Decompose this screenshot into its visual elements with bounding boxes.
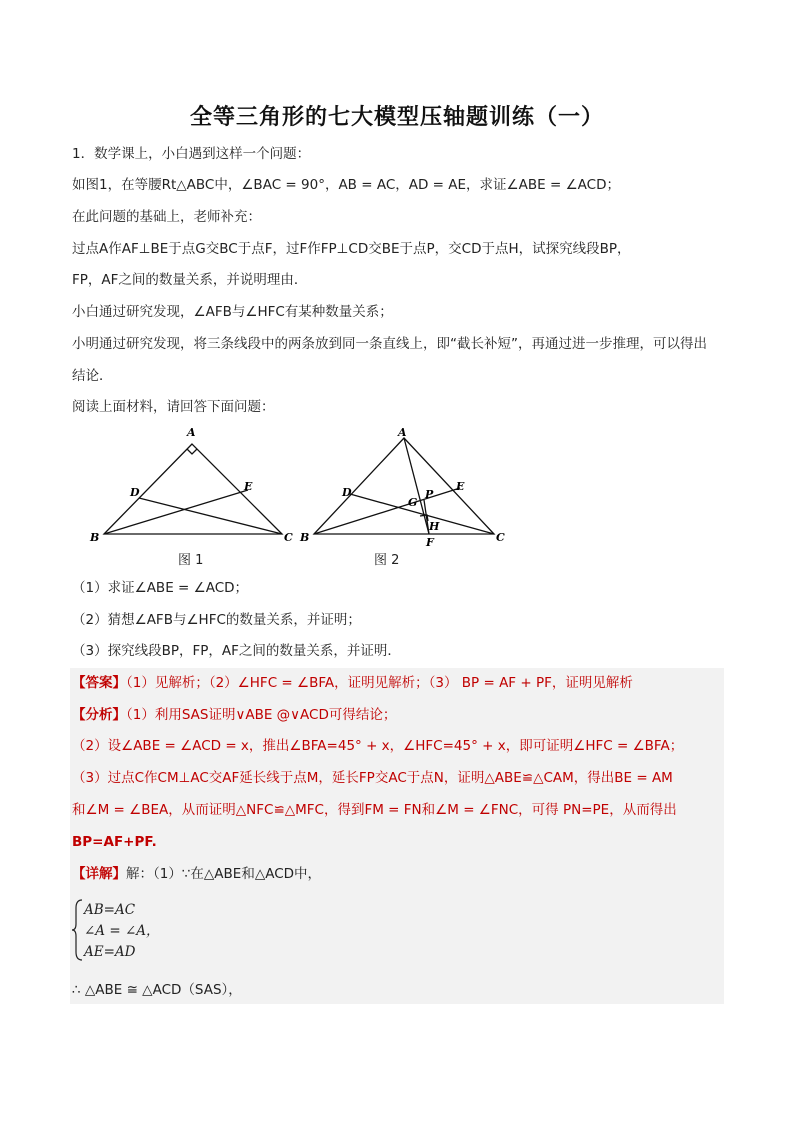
subquestion-2: （2）猜想∠AFB与∠HFC的数量关系，并证明； — [72, 612, 361, 628]
question-line-3: 在此问题的基础上，老师补充： — [72, 209, 261, 225]
system-line-2: ∠A = ∠A， — [84, 923, 160, 939]
detail-text-1: 解：（1）∵在△ABE和△ACD中， — [126, 866, 322, 882]
fig2-label-F: F — [426, 536, 434, 549]
detail-conclusion: ∴ △ABE ≅ △ACD（SAS）， — [72, 982, 242, 998]
answer-tag: 【答案】 — [72, 675, 126, 691]
analysis-tag: 【分析】 — [72, 707, 126, 723]
fig1-label-E: E — [244, 480, 253, 493]
analysis-line-2: （2）设∠ABE = ∠ACD = x，推出∠BFA=45° + x，∠HFC=45° + x，即可证明∠HFC = ∠BFA； — [72, 738, 684, 754]
fig2-label-C: C — [496, 531, 505, 544]
fig1-label-C: C — [284, 531, 293, 544]
fig2-label-B: B — [300, 531, 310, 544]
figure-2-caption: 图 2 — [374, 553, 400, 568]
question-line-5: FP，AF之间的数量关系，并说明理由． — [72, 272, 308, 288]
system-line-1: AB=AC — [84, 902, 136, 918]
answer-line — [72, 673, 732, 693]
system-line-3: AE=AD — [84, 944, 136, 960]
analysis-line-3: （3）过点C作CM⊥AC交AF延长线于点M，延长FP交AC于点N，证明△ABE≌△CAM，得出BE = AM — [72, 770, 673, 786]
fig1-label-B: B — [90, 531, 100, 544]
fig2-label-E: E — [456, 480, 465, 493]
figure-1 — [82, 424, 298, 550]
analysis-text-1: （1）利用SAS证明∨ABE @∨ACD可得结论； — [126, 707, 397, 723]
question-line-1: 1．数学课上，小白遇到这样一个问题： — [72, 146, 311, 162]
subquestion-1: （1）求证∠ABE = ∠ACD； — [72, 580, 249, 596]
question-line-7: 小明通过研究发现，将三条线段中的两条放到同一条直线上，即“截长补短”，再通过进一步推理，可以得出 — [72, 336, 707, 352]
question-line-8: 结论． — [72, 368, 113, 384]
figure-1-caption: 图 1 — [178, 553, 204, 568]
fig2-label-D: D — [342, 486, 352, 499]
brace-icon — [72, 898, 84, 962]
figure-2 — [298, 424, 514, 550]
fig1-label-A: A — [187, 426, 196, 439]
question-line-4: 过点A作AF⊥BE于点G交BC于点F，过F作FP⊥CD交BE于点P，交CD于点H，试探究线段BP， — [72, 241, 631, 257]
fig2-label-P: P — [425, 488, 434, 501]
detail-line-1 — [72, 864, 732, 884]
analysis-line-4: 和∠M = ∠BEA，从而证明△NFC≌△MFC，得到FM = FN和∠M = ∠FNC，可得 PN=PE，从而得出 — [72, 802, 677, 818]
answer-text: （1）见解析；（2）∠HFC = ∠BFA，证明见解析；（3） BP = AF + PF，证明见解析 — [126, 675, 633, 691]
detail-tag: 【详解】 — [72, 866, 126, 882]
question-line-6: 小白通过研究发现，∠AFB与∠HFC有某种数量关系； — [72, 304, 393, 320]
question-line-9: 阅读上面材料，请回答下面问题： — [72, 399, 275, 415]
page-title: 全等三角形的七大模型压轴题训练（一） — [189, 105, 604, 130]
fig2-label-H: H — [429, 520, 440, 533]
fig2-label-G: G — [408, 496, 418, 509]
subquestion-3: （3）探究线段BP，FP，AF之间的数量关系，并证明． — [72, 643, 401, 659]
fig1-label-D: D — [130, 486, 140, 499]
analysis-line-5: BP=AF+PF. — [72, 834, 157, 850]
analysis-line-1 — [72, 705, 732, 725]
fig2-label-A: A — [398, 426, 407, 439]
question-line-2: 如图1，在等腰Rt△ABC中，∠BAC = 90°，AB = AC，AD = AE，求证∠ABE = ∠ACD； — [72, 177, 620, 193]
